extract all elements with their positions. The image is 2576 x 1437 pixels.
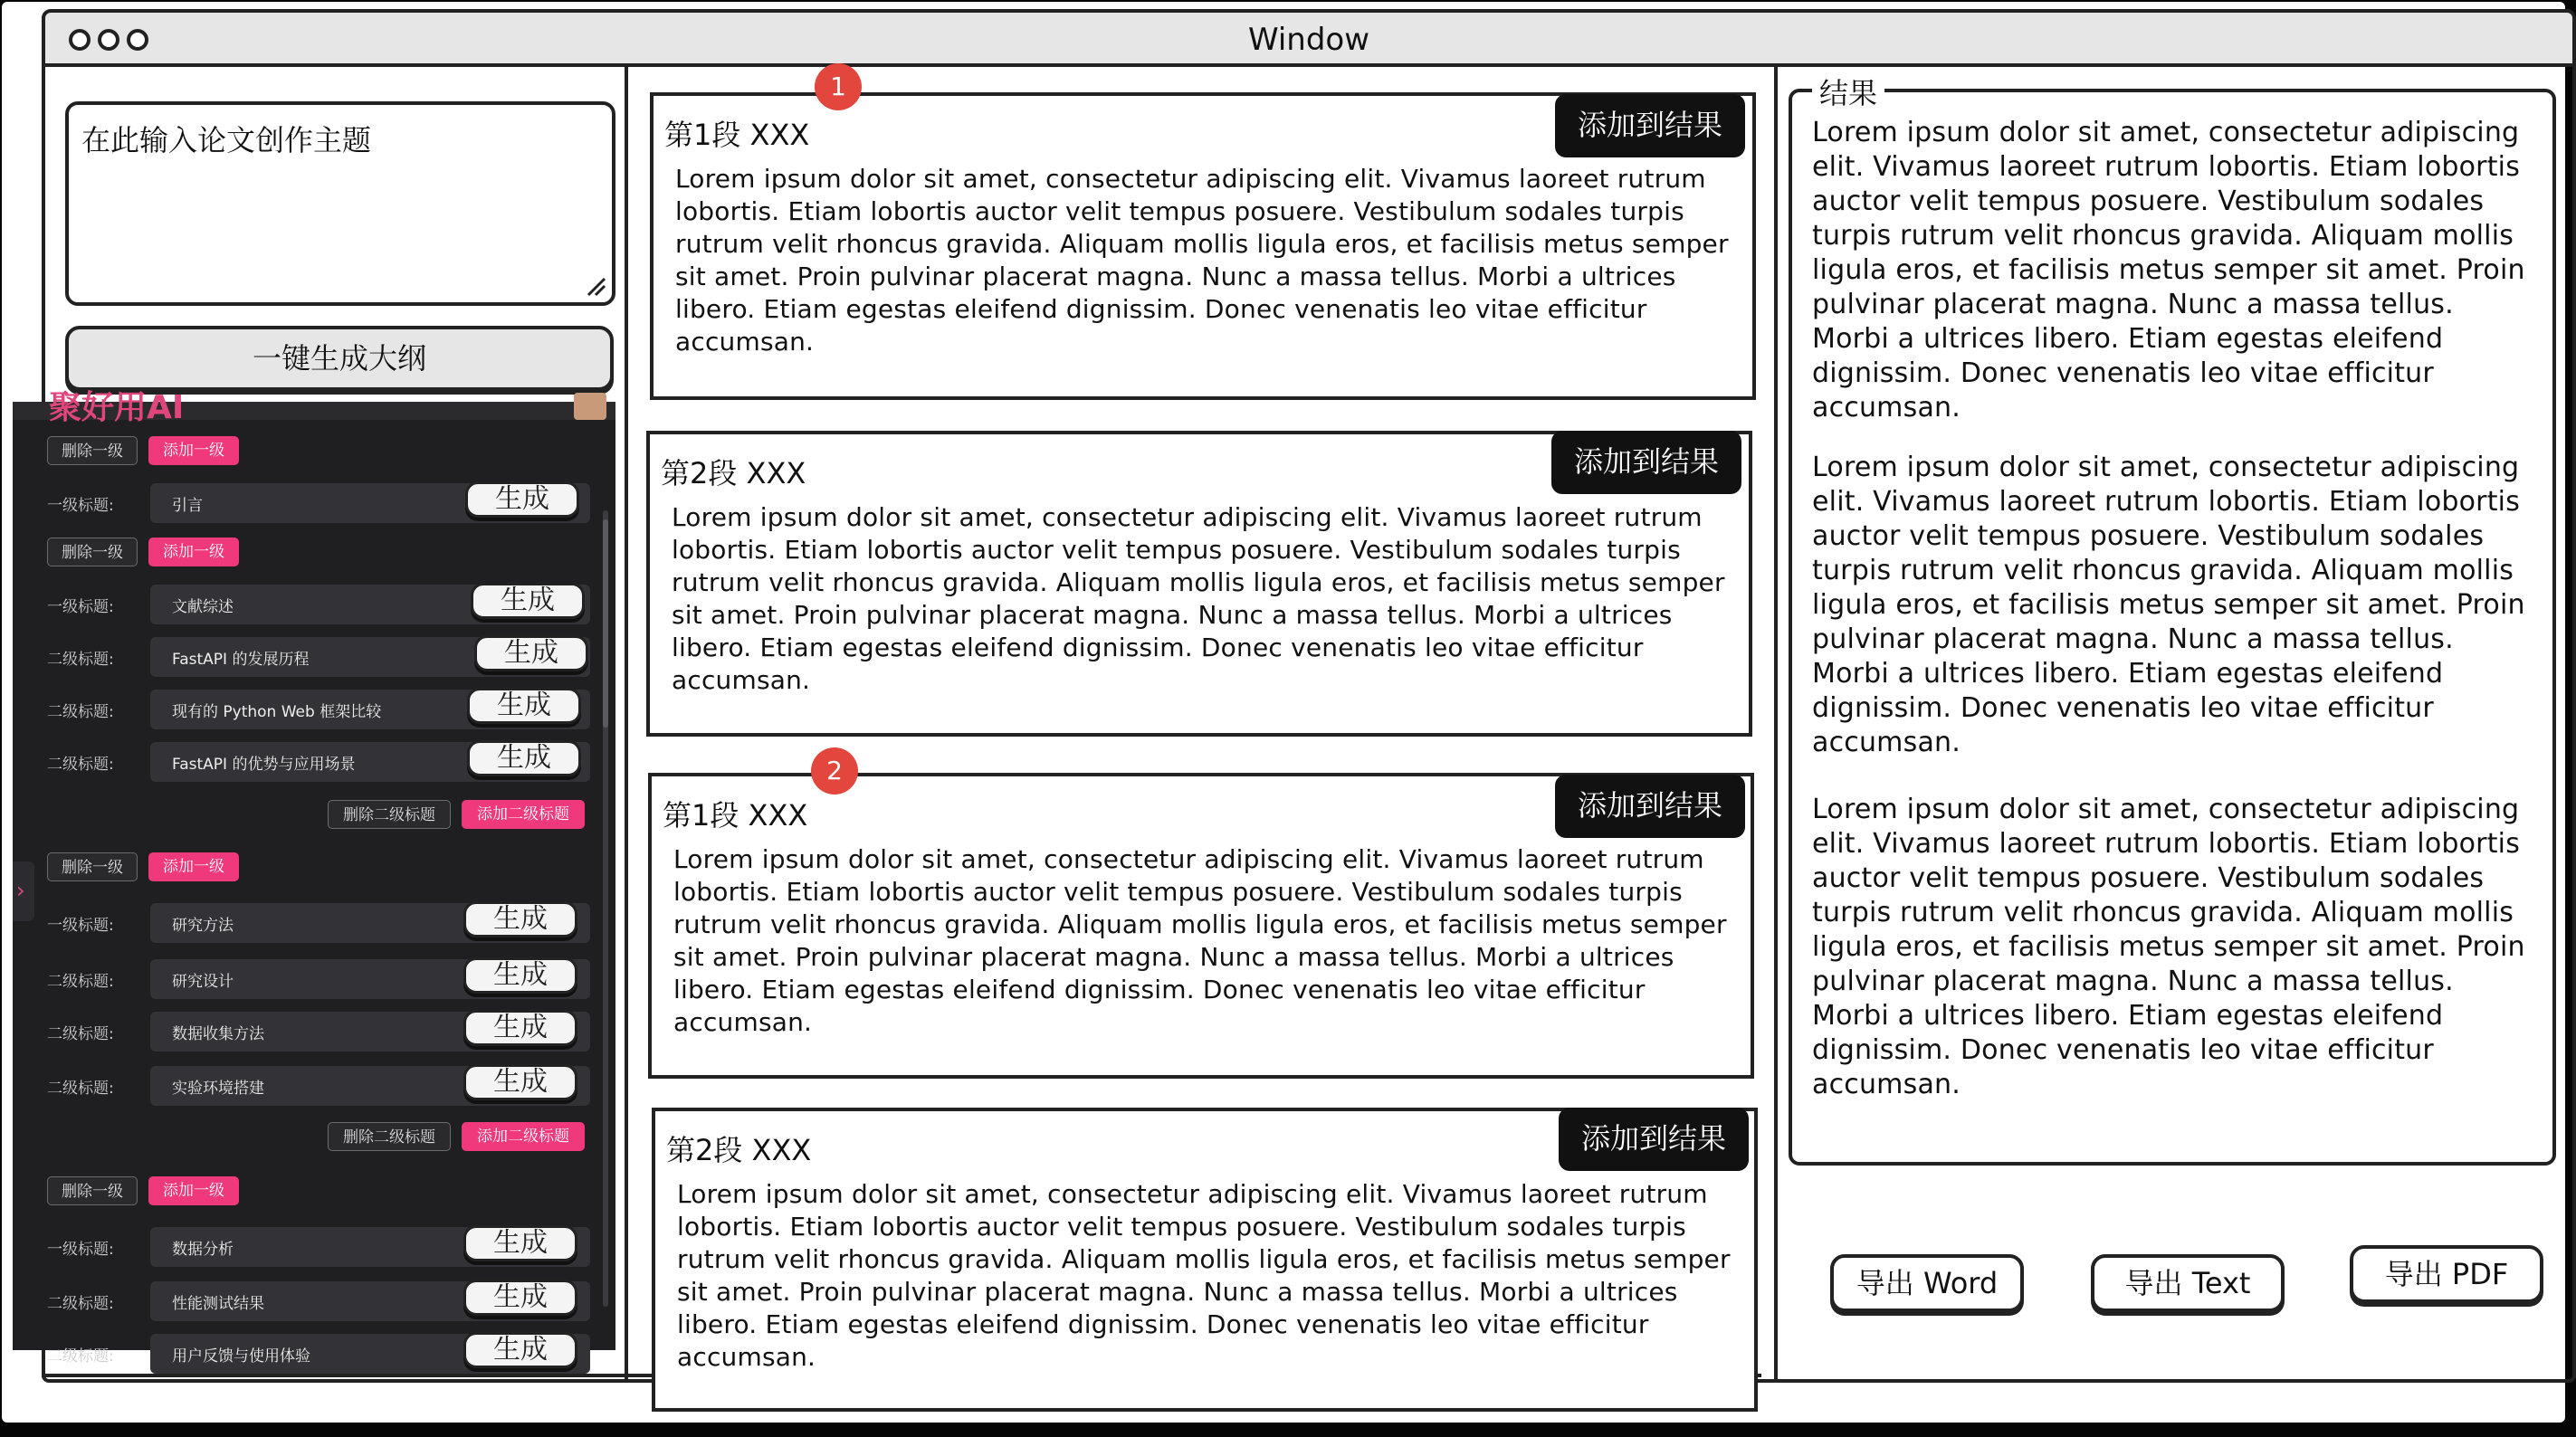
result-paragraph-1: Lorem ipsum dolor sit amet, consectetur adipiscing elit. Vivamus laoreet rutrum lobortis. Etiam lobortis auctor velit tempus posuere. Vestibulum sodales turpis rutrum velit rhoncus gravida. Aliquam mollis ligula eros, et facilisis metus semper sit amet. Proin pulvinar placerat magna. Nunc a massa tellus. Morbi a ultrices libero. Etiam egestas eleifend dignissim. Donec venenatis leo vitae efficitur accumsan.: [1812, 117, 2525, 423]
title-bar: [42, 9, 2576, 67]
heading-text: FastAPI 的优势与应用场景: [172, 756, 356, 774]
result-paragraph-3: Lorem ipsum dolor sit amet, consectetur adipiscing elit. Vivamus laoreet rutrum lobortis. Etiam lobortis auctor velit tempus posuere. Vestibulum sodales turpis rutrum velit rhoncus gravida. Aliquam mollis ligula eros, et facilisis metus semper sit amet. Proin pulvinar placerat magna. Nunc a massa tellus. Morbi a ultrices libero. Etiam egestas eleifend dignissim. Donec venenatis leo vitae efficitur accumsan.: [1812, 794, 2525, 1100]
export-text-button[interactable]: 导出 Text: [2091, 1254, 2285, 1312]
chevron-right-icon: ›: [16, 878, 25, 903]
window-title: Window: [1247, 22, 1370, 58]
outline-control-row: [13, 528, 601, 581]
generate-section-button[interactable]: 生成: [467, 688, 581, 724]
step-badge: 2: [811, 747, 858, 795]
paragraph-title: 第1段 XXX: [663, 798, 808, 833]
outline-field-row: [13, 684, 601, 737]
heading-text: 研究方法: [172, 917, 234, 935]
paragraph-body: Lorem ipsum dolor sit amet, consectetur adipiscing elit. Vivamus laoreet rutrum lobortis. Etiam lobortis auctor velit tempus posuere. Vestibulum sodales turpis rutrum velit rhoncus gravida. Aliquam mollis ligula eros, et facilisis metus semper sit amet. Proin pulvinar placerat magna. Nunc a massa tellus. Morbi a ultrices libero. Etiam egestas eleifend dignissim. Donec venenatis leo vitae efficitur accumsan.: [672, 502, 1725, 695]
outline-field-row: [13, 898, 601, 950]
step-badge: 1: [815, 63, 862, 110]
result-paragraph-2: Lorem ipsum dolor sit amet, consectetur adipiscing elit. Vivamus laoreet rutrum lobortis. Etiam lobortis auctor velit tempus posuere. Vestibulum sodales turpis rutrum velit rhoncus gravida. Aliquam mollis ligula eros, et facilisis metus semper sit amet. Proin pulvinar placerat magna. Nunc a massa tellus. Morbi a ultrices libero. Etiam egestas eleifend dignissim. Donec venenatis leo vitae efficitur accumsan.: [1812, 452, 2525, 758]
add-level2-button[interactable]: 添加二级标题: [462, 800, 585, 829]
delete-level2-button[interactable]: 删除二级标题: [328, 1122, 451, 1151]
heading-text: 实验环境搭建: [172, 1080, 264, 1098]
outline-panel: [13, 389, 615, 1366]
brand-logo: 聚好用AI: [49, 389, 185, 426]
topic-placeholder: 在此输入论文创作主题: [81, 123, 372, 157]
right-divider: [1774, 67, 1778, 1381]
add-level1-button[interactable]: 添加一级: [148, 436, 239, 465]
heading-level-label: 二级标题:: [47, 973, 114, 991]
outline-field-row: [13, 1328, 601, 1381]
heading-text: 用户反馈与使用体验: [172, 1347, 310, 1366]
generate-section-button[interactable]: 生成: [463, 1010, 577, 1046]
generate-section-button[interactable]: 生成: [463, 957, 577, 994]
heading-level-label: 二级标题:: [47, 651, 114, 669]
paragraph-body: Lorem ipsum dolor sit amet, consectetur adipiscing elit. Vivamus laoreet rutrum lobortis. Etiam lobortis auctor velit tempus posuere. Vestibulum sodales turpis rutrum velit rhoncus gravida. Aliquam mollis ligula eros, et facilisis metus semper sit amet. Proin pulvinar placerat magna. Nunc a massa tellus. Morbi a ultrices libero. Etiam egestas eleifend dignissim. Donec venenatis leo vitae efficitur accumsan.: [673, 844, 1727, 1037]
outline-field-row: [13, 1276, 601, 1328]
export-pdf-button[interactable]: 导出 PDF: [2350, 1245, 2543, 1303]
delete-level1-button[interactable]: 删除一级: [47, 538, 138, 566]
outline-field-row: [13, 478, 601, 530]
heading-text: 数据收集方法: [172, 1025, 264, 1043]
generate-section-button[interactable]: 生成: [471, 583, 585, 619]
paragraph-title: 第1段 XXX: [664, 118, 810, 152]
add-level1-button[interactable]: 添加一级: [148, 852, 239, 881]
generate-section-button[interactable]: 生成: [467, 740, 581, 776]
paragraph-title: 第2段 XXX: [666, 1133, 812, 1167]
left-divider: [625, 67, 628, 1381]
heading-level-label: 一级标题:: [47, 598, 114, 616]
add-to-results-button[interactable]: 添加到结果: [1559, 1108, 1749, 1171]
outline-field-row: [13, 1222, 601, 1274]
heading-text: FastAPI 的发展历程: [172, 651, 310, 669]
outline-field-row: [13, 1006, 601, 1059]
results-legend: 结果: [1812, 71, 1884, 112]
topic-input[interactable]: [65, 101, 615, 306]
heading-text: 现有的 Python Web 框架比较: [172, 703, 382, 721]
heading-level-label: 二级标题:: [47, 1347, 114, 1366]
outline-scroll-thumb[interactable]: [603, 519, 608, 728]
heading-level-label: 一级标题:: [47, 917, 114, 935]
generate-section-button[interactable]: 生成: [465, 481, 579, 518]
add-to-results-button[interactable]: 添加到结果: [1555, 94, 1745, 157]
export-word-button[interactable]: 导出 Word: [1830, 1254, 2024, 1312]
outline-field-row: [13, 737, 601, 789]
paragraph-body: Lorem ipsum dolor sit amet, consectetur adipiscing elit. Vivamus laoreet rutrum lobortis. Etiam lobortis auctor velit tempus posuere. Vestibulum sodales turpis rutrum velit rhoncus gravida. Aliquam mollis ligula eros, et facilisis metus semper sit amet. Proin pulvinar placerat magna. Nunc a massa tellus. Morbi a ultrices libero. Etiam egestas eleifend dignissim. Donec venenatis leo vitae efficitur accumsan.: [675, 164, 1729, 357]
outline-field-row: [13, 579, 601, 632]
delete-level1-button[interactable]: 删除一级: [47, 436, 138, 465]
resize-handle-icon[interactable]: [585, 275, 606, 297]
add-level2-button[interactable]: 添加二级标题: [462, 1122, 585, 1151]
delete-level1-button[interactable]: 删除一级: [47, 852, 138, 881]
outline-field-row: [13, 954, 601, 1006]
generate-section-button[interactable]: 生成: [463, 901, 577, 937]
heading-text: 引言: [172, 497, 203, 515]
heading-level-label: 二级标题:: [47, 1080, 114, 1098]
heading-level-label: 二级标题:: [47, 1025, 114, 1043]
delete-level1-button[interactable]: 删除一级: [47, 1176, 138, 1205]
outline-control-row: [13, 1167, 601, 1220]
generate-section-button[interactable]: 生成: [463, 1332, 577, 1368]
add-to-results-button[interactable]: 添加到结果: [1555, 775, 1745, 838]
heading-level-label: 二级标题:: [47, 756, 114, 774]
heading-text: 文献综述: [172, 598, 234, 616]
generate-section-button[interactable]: 生成: [463, 1225, 577, 1261]
generate-outline-button[interactable]: 一键生成大纲: [65, 326, 614, 391]
outline-control-row: [13, 427, 601, 480]
outline-control-row: [13, 843, 601, 896]
heading-level-label: 一级标题:: [47, 1241, 114, 1259]
avatar[interactable]: [574, 393, 606, 420]
paragraph-body: Lorem ipsum dolor sit amet, consectetur adipiscing elit. Vivamus laoreet rutrum lobortis. Etiam lobortis auctor velit tempus posuere. Vestibulum sodales turpis rutrum velit rhoncus gravida. Aliquam mollis ligula eros, et facilisis metus semper sit amet. Proin pulvinar placerat magna. Nunc a massa tellus. Morbi a ultrices libero. Etiam egestas eleifend dignissim. Donec venenatis leo vitae efficitur accumsan.: [677, 1179, 1731, 1372]
heading-text: 性能测试结果: [172, 1295, 264, 1313]
add-level1-button[interactable]: 添加一级: [148, 1176, 239, 1205]
collapse-tab[interactable]: [13, 861, 34, 921]
generate-section-button[interactable]: 生成: [474, 635, 588, 671]
paragraph-title: 第2段 XXX: [661, 456, 806, 490]
heading-level-label: 二级标题:: [47, 703, 114, 721]
heading-level-label: 一级标题:: [47, 497, 114, 515]
heading-level-label: 二级标题:: [47, 1295, 114, 1313]
outline-header: [13, 389, 615, 426]
delete-level2-button[interactable]: 删除二级标题: [328, 800, 451, 829]
generate-section-button[interactable]: 生成: [463, 1280, 577, 1316]
outline-field-row: [13, 632, 601, 684]
outline-control-row: [13, 791, 601, 843]
add-to-results-button[interactable]: 添加到结果: [1551, 431, 1741, 494]
heading-text: 数据分析: [172, 1241, 234, 1259]
outline-field-row: [13, 1061, 601, 1113]
heading-text: 研究设计: [172, 973, 234, 991]
outline-control-row: [13, 1113, 601, 1166]
add-level1-button[interactable]: 添加一级: [148, 538, 239, 566]
generate-section-button[interactable]: 生成: [463, 1064, 577, 1100]
